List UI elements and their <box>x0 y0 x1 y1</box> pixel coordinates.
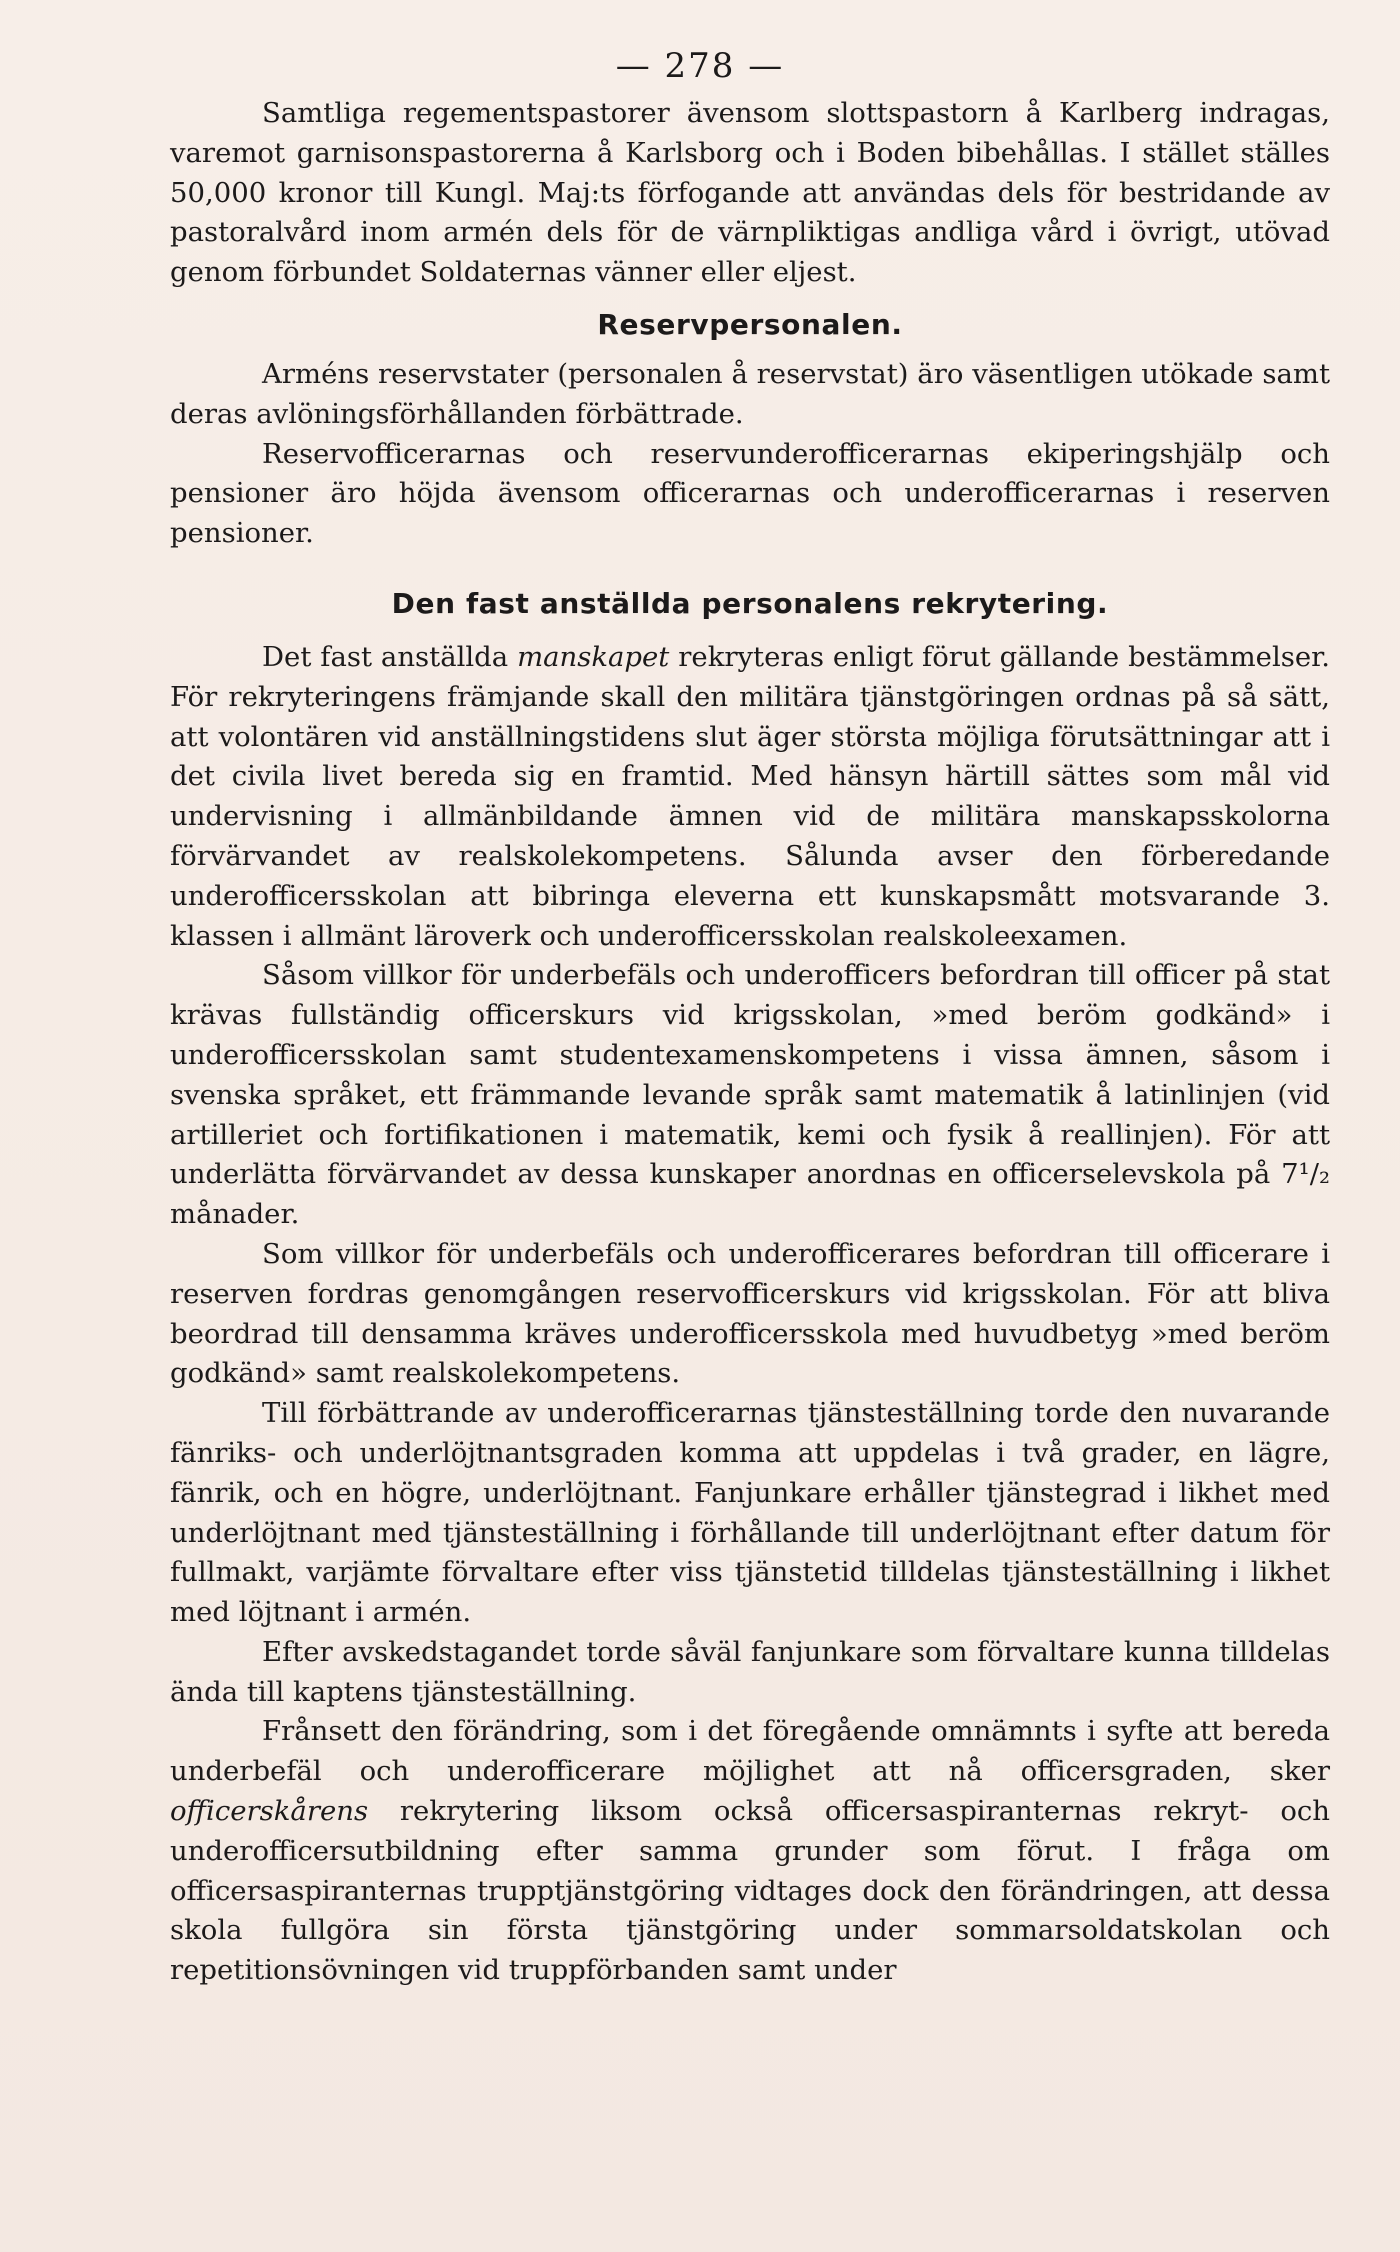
paragraph-retirement-rank: Efter avskedstagandet torde såväl fanjunkare som förvaltare kunna tilldelas ända till kaptens tjänsteställning. <box>170 1635 1330 1708</box>
heading-recruitment: Den fast anställda personalens rekrytering. <box>391 586 1109 620</box>
fraction-half: ¹/₂ <box>1298 1158 1330 1191</box>
heading-reserve-personnel: Reservpersonalen. <box>597 307 903 341</box>
emphasis-officerskarens: officerskårens <box>170 1795 369 1828</box>
text-run: Såsom villkor för underbefäls och underofficers befordran till officer på stat krävas fullständig officerskurs vid krigsskolan, »med beröm godkänd» i underofficersskolan samt studentexamenskompetens i vissa ämnen, såsom i svenska språket, ett främmande levande språk samt matematik å latinlinjen (vid artilleriet och fortifikationen i matematik, kemi och fysik å reallinjen). För att underlätta förvärvandet av dessa kunskaper anordnas en officerselevskola på 7 <box>170 959 1330 1191</box>
page-body <box>170 94 1330 1991</box>
paragraph-officer-promotion <box>170 956 1330 1235</box>
paragraph-reserve-staff: Arméns reservstater (personalen å reservstat) äro väsentligen utökade samt deras avlöningsförhållanden förbättrade. <box>170 357 1330 430</box>
paragraph-nco-ranks: Till förbättrande av underofficerarnas tjänsteställning torde den nuvarande fänriks- och underlöjtnantsgraden komma att uppdelas i två grader, en lägre, fänrik, och en högre, underlöjtnant. Fanjunkare erhåller tjänstegrad i likhet med underlöjtnant med tjänsteställning i förhållande till underlöjtnant efter datum för fullmakt, varjämte förvaltare efter viss tjänstetid tilldelas tjänsteställning i likhet med löjtnant i armén. <box>170 1397 1330 1629</box>
paragraph-reserve-officer-promotion: Som villkor för underbefäls och underofficerares befordran till officerare i reserven fordras genomgången reservofficerskurs vid krigsskolan. För att bliva beordrad till densamma kräves underofficersskola med huvudbetyg »med beröm godkänd» samt realskolekompetens. <box>170 1237 1330 1390</box>
page-number: — 278 — <box>615 46 785 86</box>
text-run: rekrytering liksom också officersaspiranternas rekryt- och underofficersutbildning efter samma grunder som förut. I fråga om officersaspiranternas trupptjänstgöring vidtages dock den förändringen, att dessa skola fullgöra sin första tjänstgöring under sommarsoldatskolan och repetitionsövningen vid truppförbanden samt under <box>170 1795 1330 1987</box>
text-run: Det fast anställda <box>262 640 518 673</box>
paragraph-officer-corps-recruitment <box>170 1712 1330 1991</box>
text-run: rekryteras enligt förut gällande bestämmelser. För rekryteringens främjande skall den militära tjänstgöringen ordnas på så sätt, att volontären vid anställningstidens slut äger största möjliga förutsättningar att i det civila livet bereda sig en framtid. Med hänsyn härtill sättes som mål vid undervisning i allmänbildande ämnen vid de militära manskapsskolorna förvärvandet av realskolekompetens. Sålunda avser den förberedande underofficersskolan att bibringa eleverna ett kunskapsmått motsvarande 3. klassen i allmänt läroverk och underofficersskolan realskoleexamen. <box>170 640 1330 952</box>
text-run: månader. <box>170 1198 300 1231</box>
paragraph-reserve-pensions: Reservofficerarnas och reservunderofficerarnas ekiperingshjälp och pensioner äro höjda ävensom officerarnas och underofficerarnas i reserven pensioner. <box>170 437 1330 550</box>
emphasis-manskapet: manskapet <box>517 640 670 673</box>
paragraph-pastors: Samtliga regementspastorer ävensom slottspastorn å Karlberg indragas, varemot garnisonspastorerna å Karlsborg och i Boden bibehållas. I stället ställes 50,000 kronor till Kungl. Maj:ts förfogande att användas dels för bestridande av pastoralvård inom armén dels för de värnpliktigas andliga vård i övrigt, utövad genom förbundet Soldaternas vänner eller eljest. <box>170 97 1330 289</box>
paragraph-enlisted-recruitment <box>170 638 1330 956</box>
text-run: Frånsett den förändring, som i det föregående omnämnts i syfte att bereda underbefäl och underofficerare möjlighet att nå officersgraden, sker <box>170 1715 1330 1788</box>
